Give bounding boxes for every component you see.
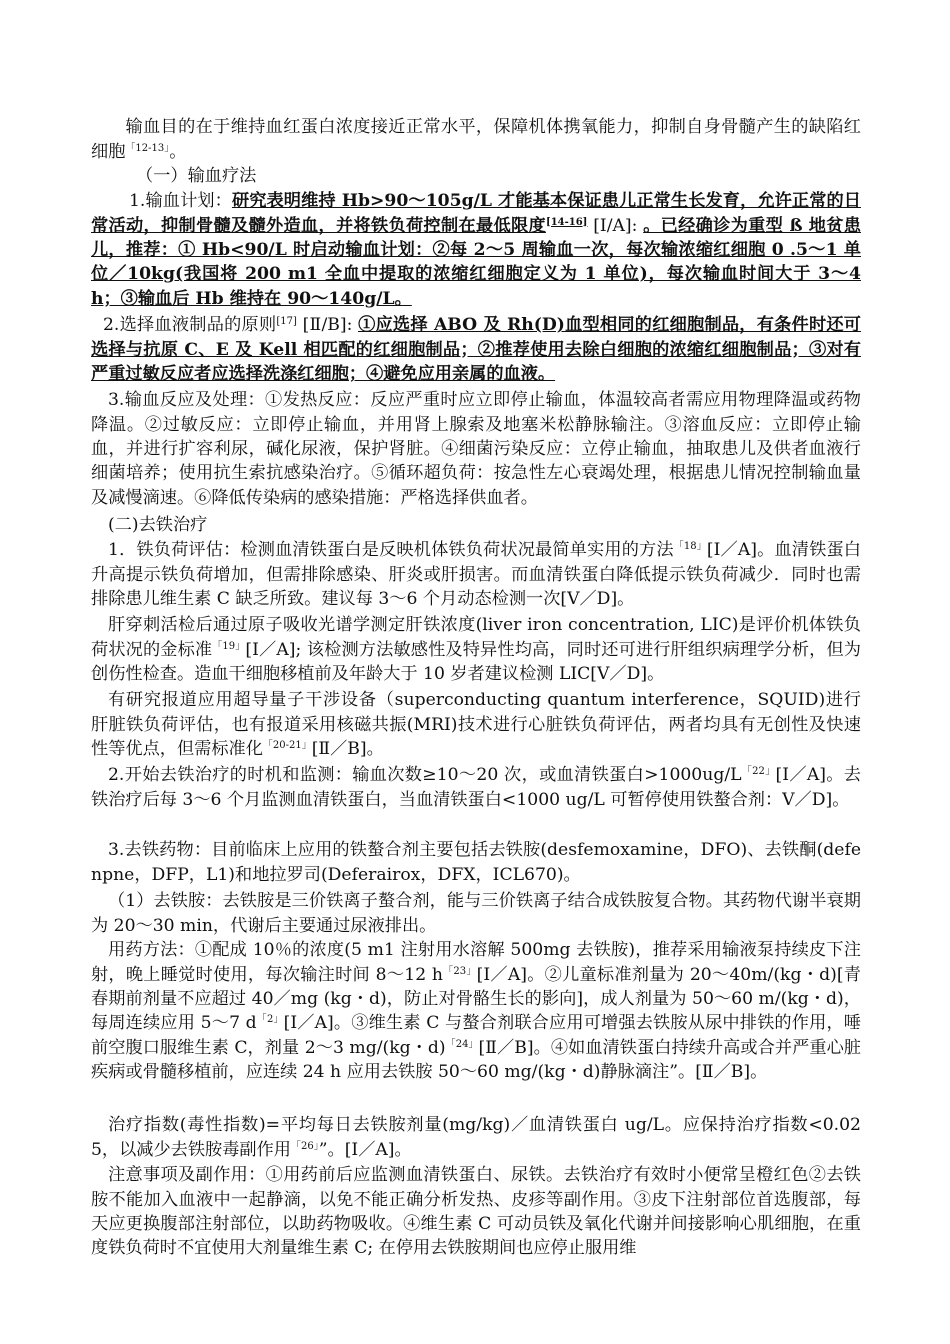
text-run: （1）去铁胺：去铁胺是三价铁离子螯合剂，能与三价铁离子结合成铁胺复合物。其药物代谢半衰期为 20～30 min，代谢后主要通过尿液排出。: [91, 891, 861, 936]
paragraph-chelation-timing: [91, 763, 861, 812]
paragraph-deferoxamine: [91, 889, 861, 938]
text-run: 输血目的在于维持血红蛋白浓度接近正常水平，保障机体携氧能力，抑制自身骨髓产生的缺陷红细胞: [91, 117, 861, 162]
emphasis-text: 研究表明维持 Hb>90～105g/L 才能基本保证患儿正常生长发育，允许正常的日常活动，抑制骨髓及髓外造血，并将铁负荷控制在最低限度: [91, 191, 861, 236]
text-run: [I／A]。去铁治疗后每 3～6 个月监测血清铁蛋白，当血清铁蛋白<1000 ug/L 可暂停使用铁螯合剂：V／D]。: [91, 765, 861, 810]
citation: 「22」: [741, 766, 776, 778]
paragraph-precautions: [91, 1163, 861, 1261]
citation: 「18」: [673, 541, 707, 553]
text-run: [Ⅱ／B]。: [311, 739, 384, 759]
text-run: 。: [169, 141, 187, 162]
paragraph-chelation-drugs: [91, 838, 861, 887]
text-run: 用药方法：①配成 10％的浓度(5 m1 注射用水溶解 500mg 去铁胺)，推荐采用输液泵持续皮下注射，晚上睡觉时使用，每次输注时间 8～12 h: [91, 940, 861, 985]
text-run: 有研究报道应用超导量子干涉设备（superconducting quantum interference，SQUID)进行肝脏铁负荷评估，也有报道采用核磁共振(MRI)技术进行心脏铁负荷评估，两者均具有无创性及快速性等优点，但需标准化: [91, 690, 861, 759]
text-run: [I／A]; 该检测方法敏感性及特异性均高，同时还可进行肝组织病理学分析，但为创伤性检查。造血干细胞移植前及年龄大于 10 岁者建议检测 LIC[V／D]。: [91, 639, 861, 684]
citation: 「20-21」: [262, 740, 312, 751]
text-run: 3.输血反应及处理：①发热反应：反应严重时应立即停止输血，体温较高者需应用物理降温或药物降温。②过敏反应：立即停止输血，并用肾上腺索及地塞米松静脉输注。③溶血反应：立即停止输血，并进行扩容利尿，碱化尿液，保护肾脏。④细菌污染反应：立停止输血，抽取患儿及供者血液行细菌培养；使用抗生索抗感染治疗。⑤循环超负荷：按急性左心衰竭处理，根据患儿情况控制输血量及减慢滴速。⑥降低传染病的感染措施：严格选择供血者。: [91, 390, 861, 508]
citation: [17]: [276, 316, 297, 328]
paragraph-iron-load-assessment: [91, 538, 861, 611]
text-run: 1．铁负荷评估：检测血清铁蛋白是反映机体铁负荷状况最简单实用的方法: [108, 540, 674, 561]
emphasis-text: 。已经确诊为重型 ß 地贫患儿，推荐：① Hb<90/L 时启动输血计划：②每 2～5 周输血一次，每次输浓缩红细胞 0 .5～1 单位／10kg(我国将 200 m1 全血中提取的浓缩红细胞定义为 1 单位)，每次输血时间大于 3～4 h；③输血后 Hb 维持在 90～140g/L。: [91, 215, 861, 309]
text-run: 肝穿刺活检后通过原子吸收光谱学测定肝铁浓度(liver iron concentration, LIC)是评价机体铁负荷状况的金标准: [91, 615, 861, 660]
heading-text: （一）输血疗法: [136, 166, 257, 187]
text-run: [I／A]。②儿童标准剂量为 20～40m/(kg・d)[青春期前剂量不应超过 40／mg (kg・d)，防止对骨骼生长的影向]，成人剂量为 50～60 m/(kg・d)，每周连续应用 5～7 d: [91, 964, 861, 1034]
paragraph-dosage-method: [91, 938, 861, 1084]
citation: 「19」: [212, 640, 246, 652]
text-run: 3.去铁药物：目前临床上应用的铁螯合剂主要包括去铁胺(desfemoxamine，DFO)、去铁酮(defenpne，DFP，L1)和地拉罗司(Deferairox，DFX，ICL670)。: [91, 840, 861, 885]
text-run: 2.开始去铁治疗的时机和监测：输血次数≥10～20 次，或血清铁蛋白>1000ug/L: [108, 765, 742, 786]
section-heading-transfusion-therapy: [91, 164, 861, 188]
text-run: 注意事项及副作用：①用药前后应监测血清铁蛋白、尿铁。去铁治疗有效时小便常呈橙红色②去铁胺不能加入血液中一起静滴，以免不能正确分析发热、皮疹等副作用。③皮下注射部位首选腹部，每天应更换腹部注射部位，以助药物吸收。④维生素 C 可动员铁及氧化代谢并间接影响心肌细胞，在重度铁负荷时不宜使用大剂量维生素 C; 在停用去铁胺期间也应停止服用维: [91, 1165, 861, 1259]
paragraph-transfusion-purpose: [91, 115, 861, 164]
citation: 「26」: [291, 1140, 319, 1152]
text-run: [I／A]。血清铁蛋白升高提示铁负荷增加，但需排除感染、肝炎或肝损害。而血清铁蛋白降低提示铁负荷减少．同时也需排除患儿维生素 C 缺乏所致。建议每 3～6 个月动态检测一次[V／D]。: [91, 540, 861, 609]
citation: 「2」: [256, 1014, 284, 1026]
text-run: [Ⅱ/B]:: [296, 315, 359, 336]
text-run: 治疗指数(毒性指数)=平均每日去铁胺剂量(mg/kg)／血清铁蛋白 ug/L。应保持治疗指数<0.025，以减少去铁胺毒副作用: [91, 1115, 861, 1160]
text-run: 2.选择血液制品的原则: [103, 315, 277, 336]
paragraph-transfusion-plan: [91, 189, 861, 311]
text-run: ”。[I／A]。: [318, 1139, 412, 1160]
emphasis-text: ①应选择 ABO 及 Rh(D)血型相同的红细胞制品，有条件时还可选择与抗原 C、E 及 Kell 相匹配的红细胞制品；②推荐使用去除白细胞的浓缩红细胞制品；③对有严重过敏反应者应选择洗涤红细胞；④避免应用亲属的血液。: [91, 315, 861, 384]
citation: 「23」: [442, 965, 477, 977]
citation: 「12-13」: [125, 142, 170, 154]
section-heading-iron-chelation: [91, 513, 861, 537]
text-run: [I／A]。③维生素 C 与螯合剂联合应用可增强去铁胺从尿中排铁的作用，唾前空腹口服维生素 C，剂量 2～3 mg/(kg・d): [91, 1013, 861, 1058]
citation: 「24」: [445, 1038, 479, 1050]
heading-text: (二)去铁治疗: [108, 515, 208, 536]
text-run: [I/A]:: [587, 215, 644, 236]
paragraph-therapeutic-index: [91, 1113, 861, 1162]
text-run: 1.输血计划：: [129, 191, 232, 212]
paragraph-squid-mri: [91, 688, 861, 761]
paragraph-liver-biopsy: [91, 613, 861, 686]
text-run: [Ⅱ／B]。④如血清铁蛋白持续升高或合并严重心脏疾病或骨髓移植前，应连续 24 h 应用去铁胺 50～60 mg/(kg・d)静脉滴注”。[Ⅱ／B]。: [91, 1037, 861, 1083]
paragraph-transfusion-reactions: [91, 388, 861, 510]
paragraph-blood-product-principles: [91, 313, 861, 386]
citation: [14-16]: [545, 216, 588, 228]
